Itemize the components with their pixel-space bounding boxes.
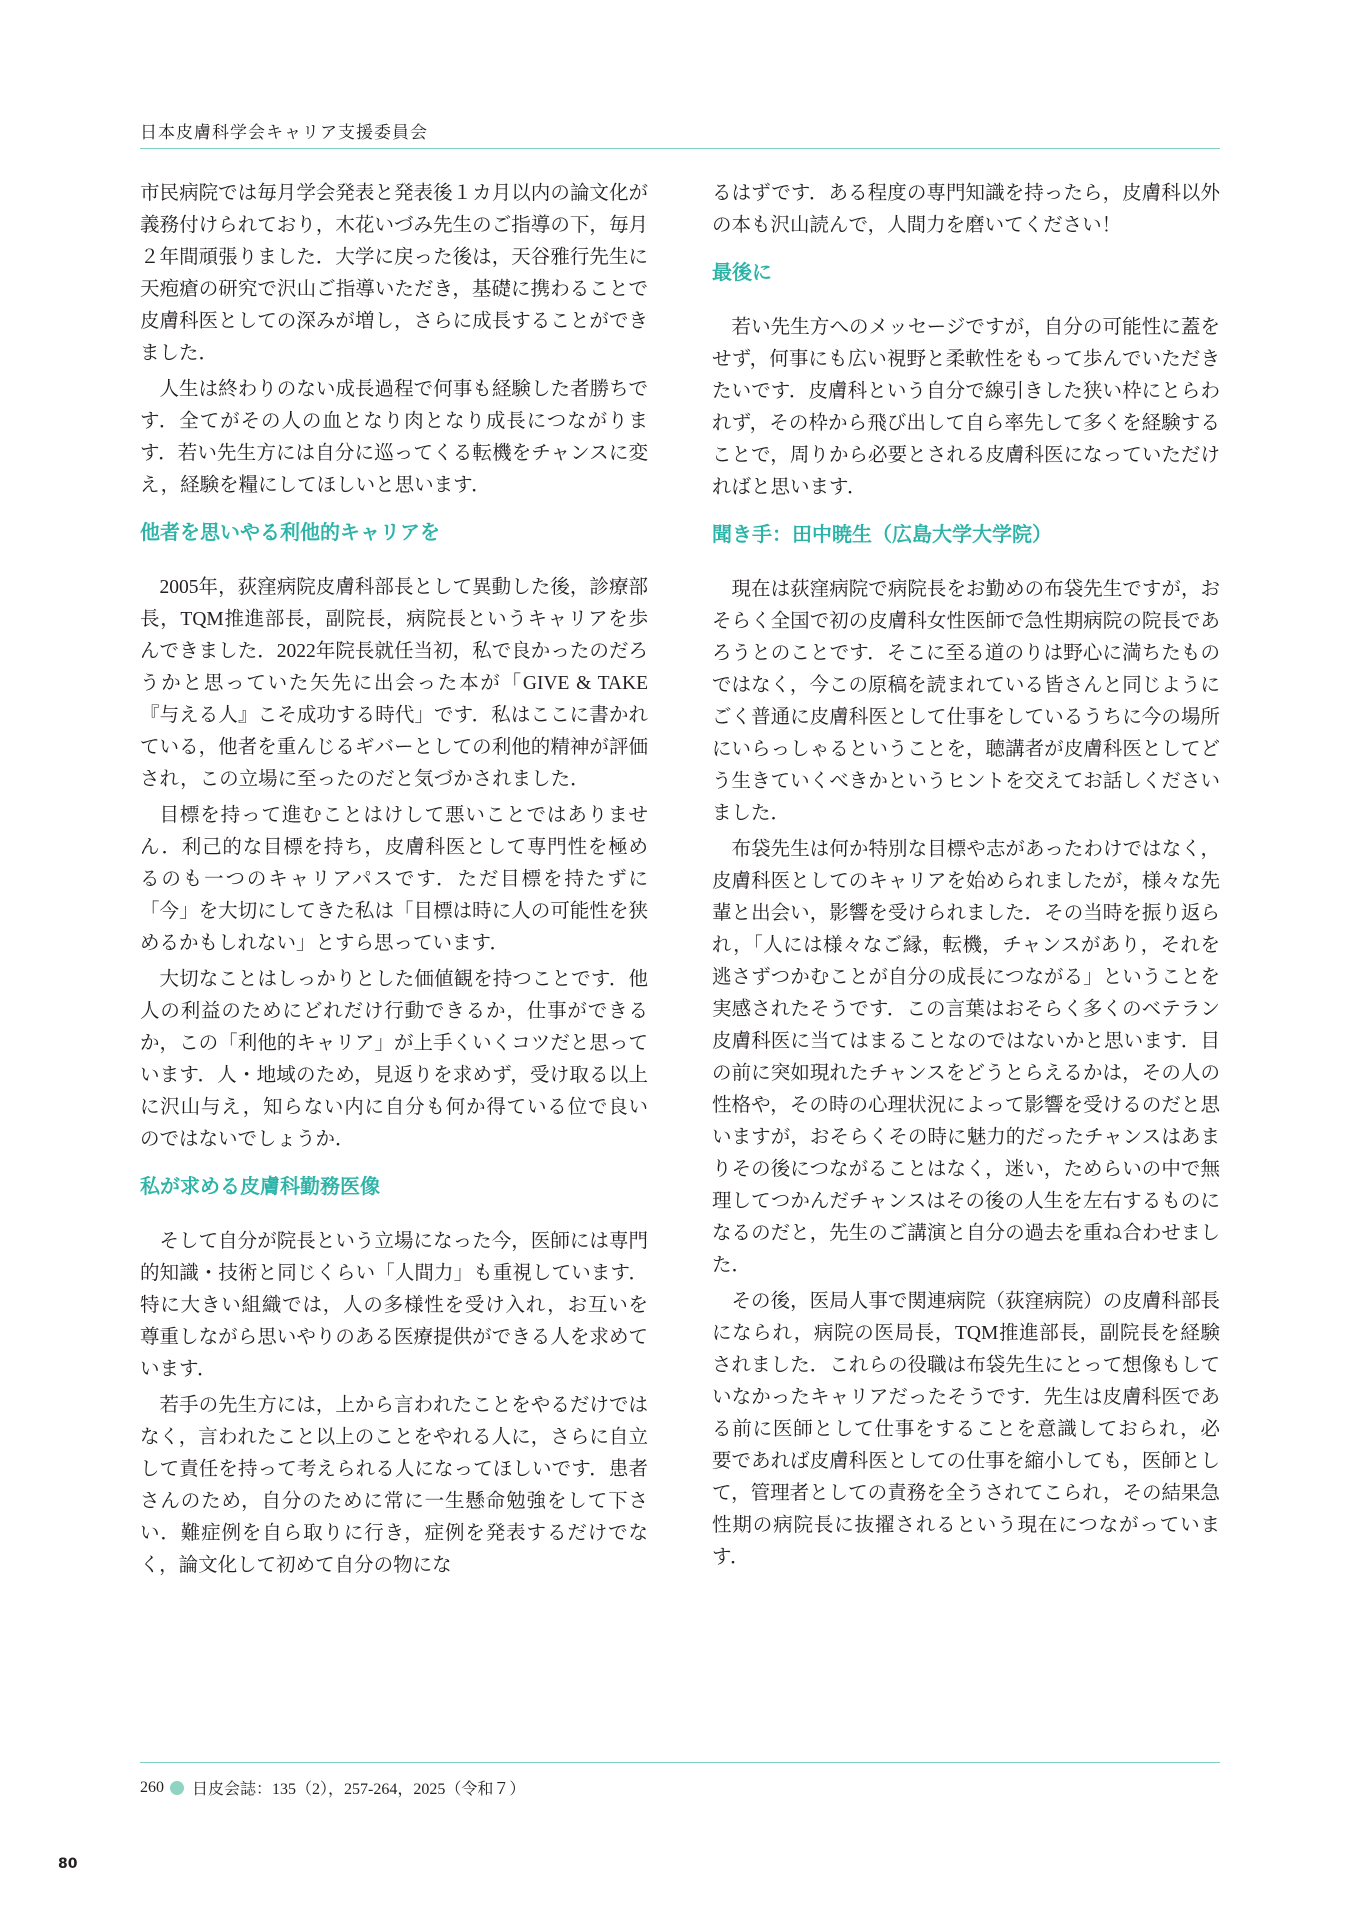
paragraph: 若い先生方へのメッセージですが，自分の可能性に蓋をせず，何事にも広い視野と柔軟性をもって歩んでいただきたいです．皮膚科という自分で線引きした狭い枠にとらわれず，その枠から飛び出して自ら率先して多くを経験することで，周りから必要とされる皮膚科医になっていただければと思います． [712, 317, 1220, 498]
right-column [712, 178, 1220, 1578]
footer-divider [140, 1762, 1220, 1763]
header-divider [140, 148, 1220, 149]
paragraph: 人生は終わりのない成長過程で何事も経験した者勝ちです．全てがその人の血となり肉となり成長につながります．若い先生方には自分に巡ってくる転機をチャンスに変え，経験を糧にしてほしいと思います． [140, 379, 648, 496]
footer-citation: 日皮会誌：135（2），257-264，2025（令和７） [192, 1781, 526, 1798]
paragraph: 布袋先生は何か特別な目標や志があったわけではなく，皮膚科医としてのキャリアを始められましたが，様々な先輩と出会い，影響を受けられました．その当時を振り返られ，「人には様々なご縁，転機，チャンスがあり，それを逃さずつかむことが自分の成長につながる」ということを実感されたそうです．この言葉はおそらく多くのベテラン皮膚科医に当てはまることなのではないかと思います．目の前に突如現れたチャンスをどうとらえるかは，その人の性格や，その時の心理状況によって影響を受けるのだと思いますが，おそらくその時に魅力的だったチャンスはあまりその後につながることはなく，迷い，ためらいの中で無理してつかんだチャンスはその後の人生を左右するものになるのだと，先生のご講演と自分の過去を重ね合わせました． [712, 839, 1220, 1276]
paragraph: 現在は荻窪病院で病院長をお勤めの布袋先生ですが，おそらく全国で初の皮膚科女性医師で急性期病院の院長であろうとのことです．そこに至る道のりは野心に満ちたものではなく，今この原稿を読まれている皆さんと同じようにごく普通に皮膚科医として仕事をしているうちに今の場所にいらっしゃるということを，聴講者が皮膚科医としてどう生きていくべきかというヒントを交えてお話しくださいました． [712, 579, 1220, 824]
paragraph: 市民病院では毎月学会発表と発表後１カ月以内の論文化が義務付けられており，木花いづみ先生のご指導の下，毎月２年間頑張りました．大学に戻った後は，天谷雅行先生に天疱瘡の研究で沢山ご指導いただき，基礎に携わることで皮膚科医としての深みが増し，さらに成長することができました． [140, 183, 648, 364]
section-heading: 私が求める皮膚科勤務医像 [140, 1174, 380, 1198]
paragraph: 2005年，荻窪病院皮膚科部長として異動した後，診療部長，TQM推進部長，副院長，病院長というキャリアを歩んできました．2022年院長就任当初，私で良かったのだろうかと思っていた矢先に出会った本が「GIVE & TAKE『与える人』こそ成功する時代」です．私はここに書かれている，他者を重んじるギバーとしての利他的精神が評価され，この立場に至ったのだと気づかされました． [140, 577, 648, 790]
paragraph: 大切なことはしっかりとした価値観を持つことです．他人の利益のためにどれだけ行動できるか，仕事ができるか，この「利他的キャリア」が上手くいくコツだと思っています．人・地域のため，見返りを求めず，受け取る以上に沢山与え，知らない内に自分も何か得ている位で良いのではないでしょうか． [140, 969, 648, 1150]
section-heading: 聞き手：田中暁生（広島大学大学院） [712, 522, 1052, 546]
bullet-dot-icon [170, 1781, 184, 1795]
running-header: 日本皮膚科学会キャリア支援委員会 [140, 123, 428, 142]
paragraph: 若手の先生方には，上から言われたことをやるだけではなく，言われたこと以上のことをやれる人に，さらに自立して責任を持って考えられる人になってほしいです．患者さんのため，自分のために常に一生懸命勉強をして下さい．難症例を自ら取りに行き，症例を発表するだけでなく，論文化して初めて自分の物にな [140, 1395, 648, 1576]
footer-page-number: 260 [140, 1778, 164, 1796]
page-number: 80 [58, 1856, 78, 1872]
left-column [140, 178, 648, 1586]
paragraph: そして自分が院長という立場になった今，医師には専門的知識・技術と同じくらい「人間力」も重視しています．特に大きい組織では，人の多様性を受け入れ，お互いを尊重しながら思いやりのある医療提供ができる人を求めています． [140, 1231, 648, 1380]
paragraph: 目標を持って進むことはけして悪いことではありません．利己的な目標を持ち，皮膚科医として専門性を極めるのも一つのキャリアパスです．ただ目標を持たずに「今」を大切にしてきた私は「目標は時に人の可能性を狭めるかもしれない」とすら思っています． [140, 805, 648, 954]
section-heading: 他者を思いやる利他的キャリアを [140, 520, 440, 544]
section-heading: 最後に [712, 260, 772, 284]
footer [140, 1776, 525, 1799]
paragraph: その後，医局人事で関連病院（荻窪病院）の皮膚科部長になられ，病院の医局長，TQM推進部長，副院長を経験されました．これらの役職は布袋先生にとって想像もしていなかったキャリアだったそうです．先生は皮膚科医である前に医師として仕事をすることを意識しておられ，必要であれば皮膚科医としての仕事を縮小しても，医師として，管理者としての責務を全うされてこられ，その結果急性期の病院長に抜擢されるという現在につながっています． [712, 1291, 1220, 1568]
paragraph: るはずです．ある程度の専門知識を持ったら，皮膚科以外の本も沢山読んで，人間力を磨いてください！ [712, 183, 1220, 236]
